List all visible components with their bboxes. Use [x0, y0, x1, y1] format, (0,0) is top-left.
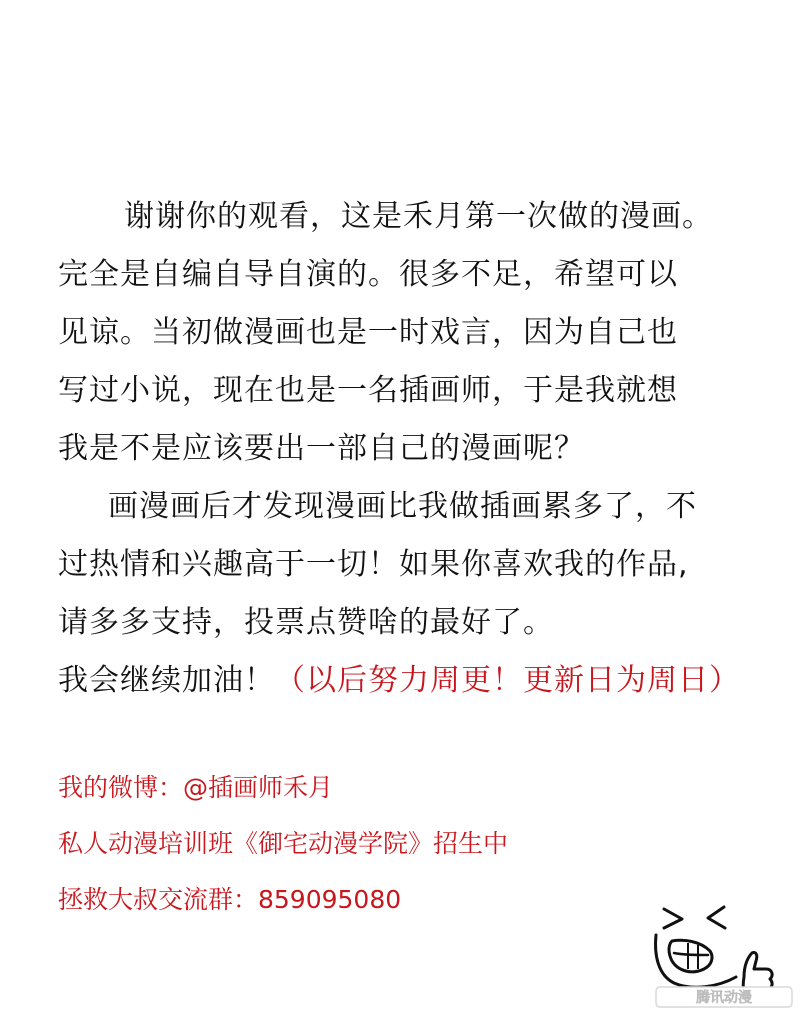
note-closing: 我会继续加油！	[58, 663, 275, 698]
note-line-7: 过热情和兴趣高于一切！如果你喜欢我的作品,	[58, 547, 689, 582]
note-line-5: 我是不是应该要出一部自己的漫画呢？	[58, 431, 585, 466]
note-line-1: 谢谢你的观看，这是禾月第一次做的漫画。	[124, 199, 713, 234]
note-line-8: 请多多支持，投票点赞啥的最好了。	[58, 605, 554, 640]
update-notice: （以后努力周更！更新日为周日）	[275, 663, 740, 698]
group-line: 拯救大叔交流群：859095080	[58, 885, 402, 914]
school-line: 私人动漫培训班《御宅动漫学院》招生中	[58, 829, 509, 858]
watermark-text: 腾讯动漫	[696, 990, 752, 1006]
author-note	[58, 188, 758, 710]
right-squint-eye	[708, 907, 725, 928]
note-line-6: 画漫画后才发现漫画比我做插画累多了，不	[108, 489, 697, 524]
contact-info	[58, 760, 508, 928]
grin-face-doodle	[648, 895, 798, 1010]
weibo-line: 我的微博：@插画师禾月	[58, 773, 334, 802]
note-line-4: 写过小说，现在也是一名插画师，于是我就想	[58, 373, 678, 408]
note-line-3: 见谅。当初做漫画也是一时戏言，因为自己也	[58, 315, 678, 350]
note-line-2: 完全是自编自导自演的。很多不足，希望可以	[58, 257, 678, 292]
note-line-9	[58, 652, 758, 710]
left-squint-eye	[664, 909, 682, 928]
